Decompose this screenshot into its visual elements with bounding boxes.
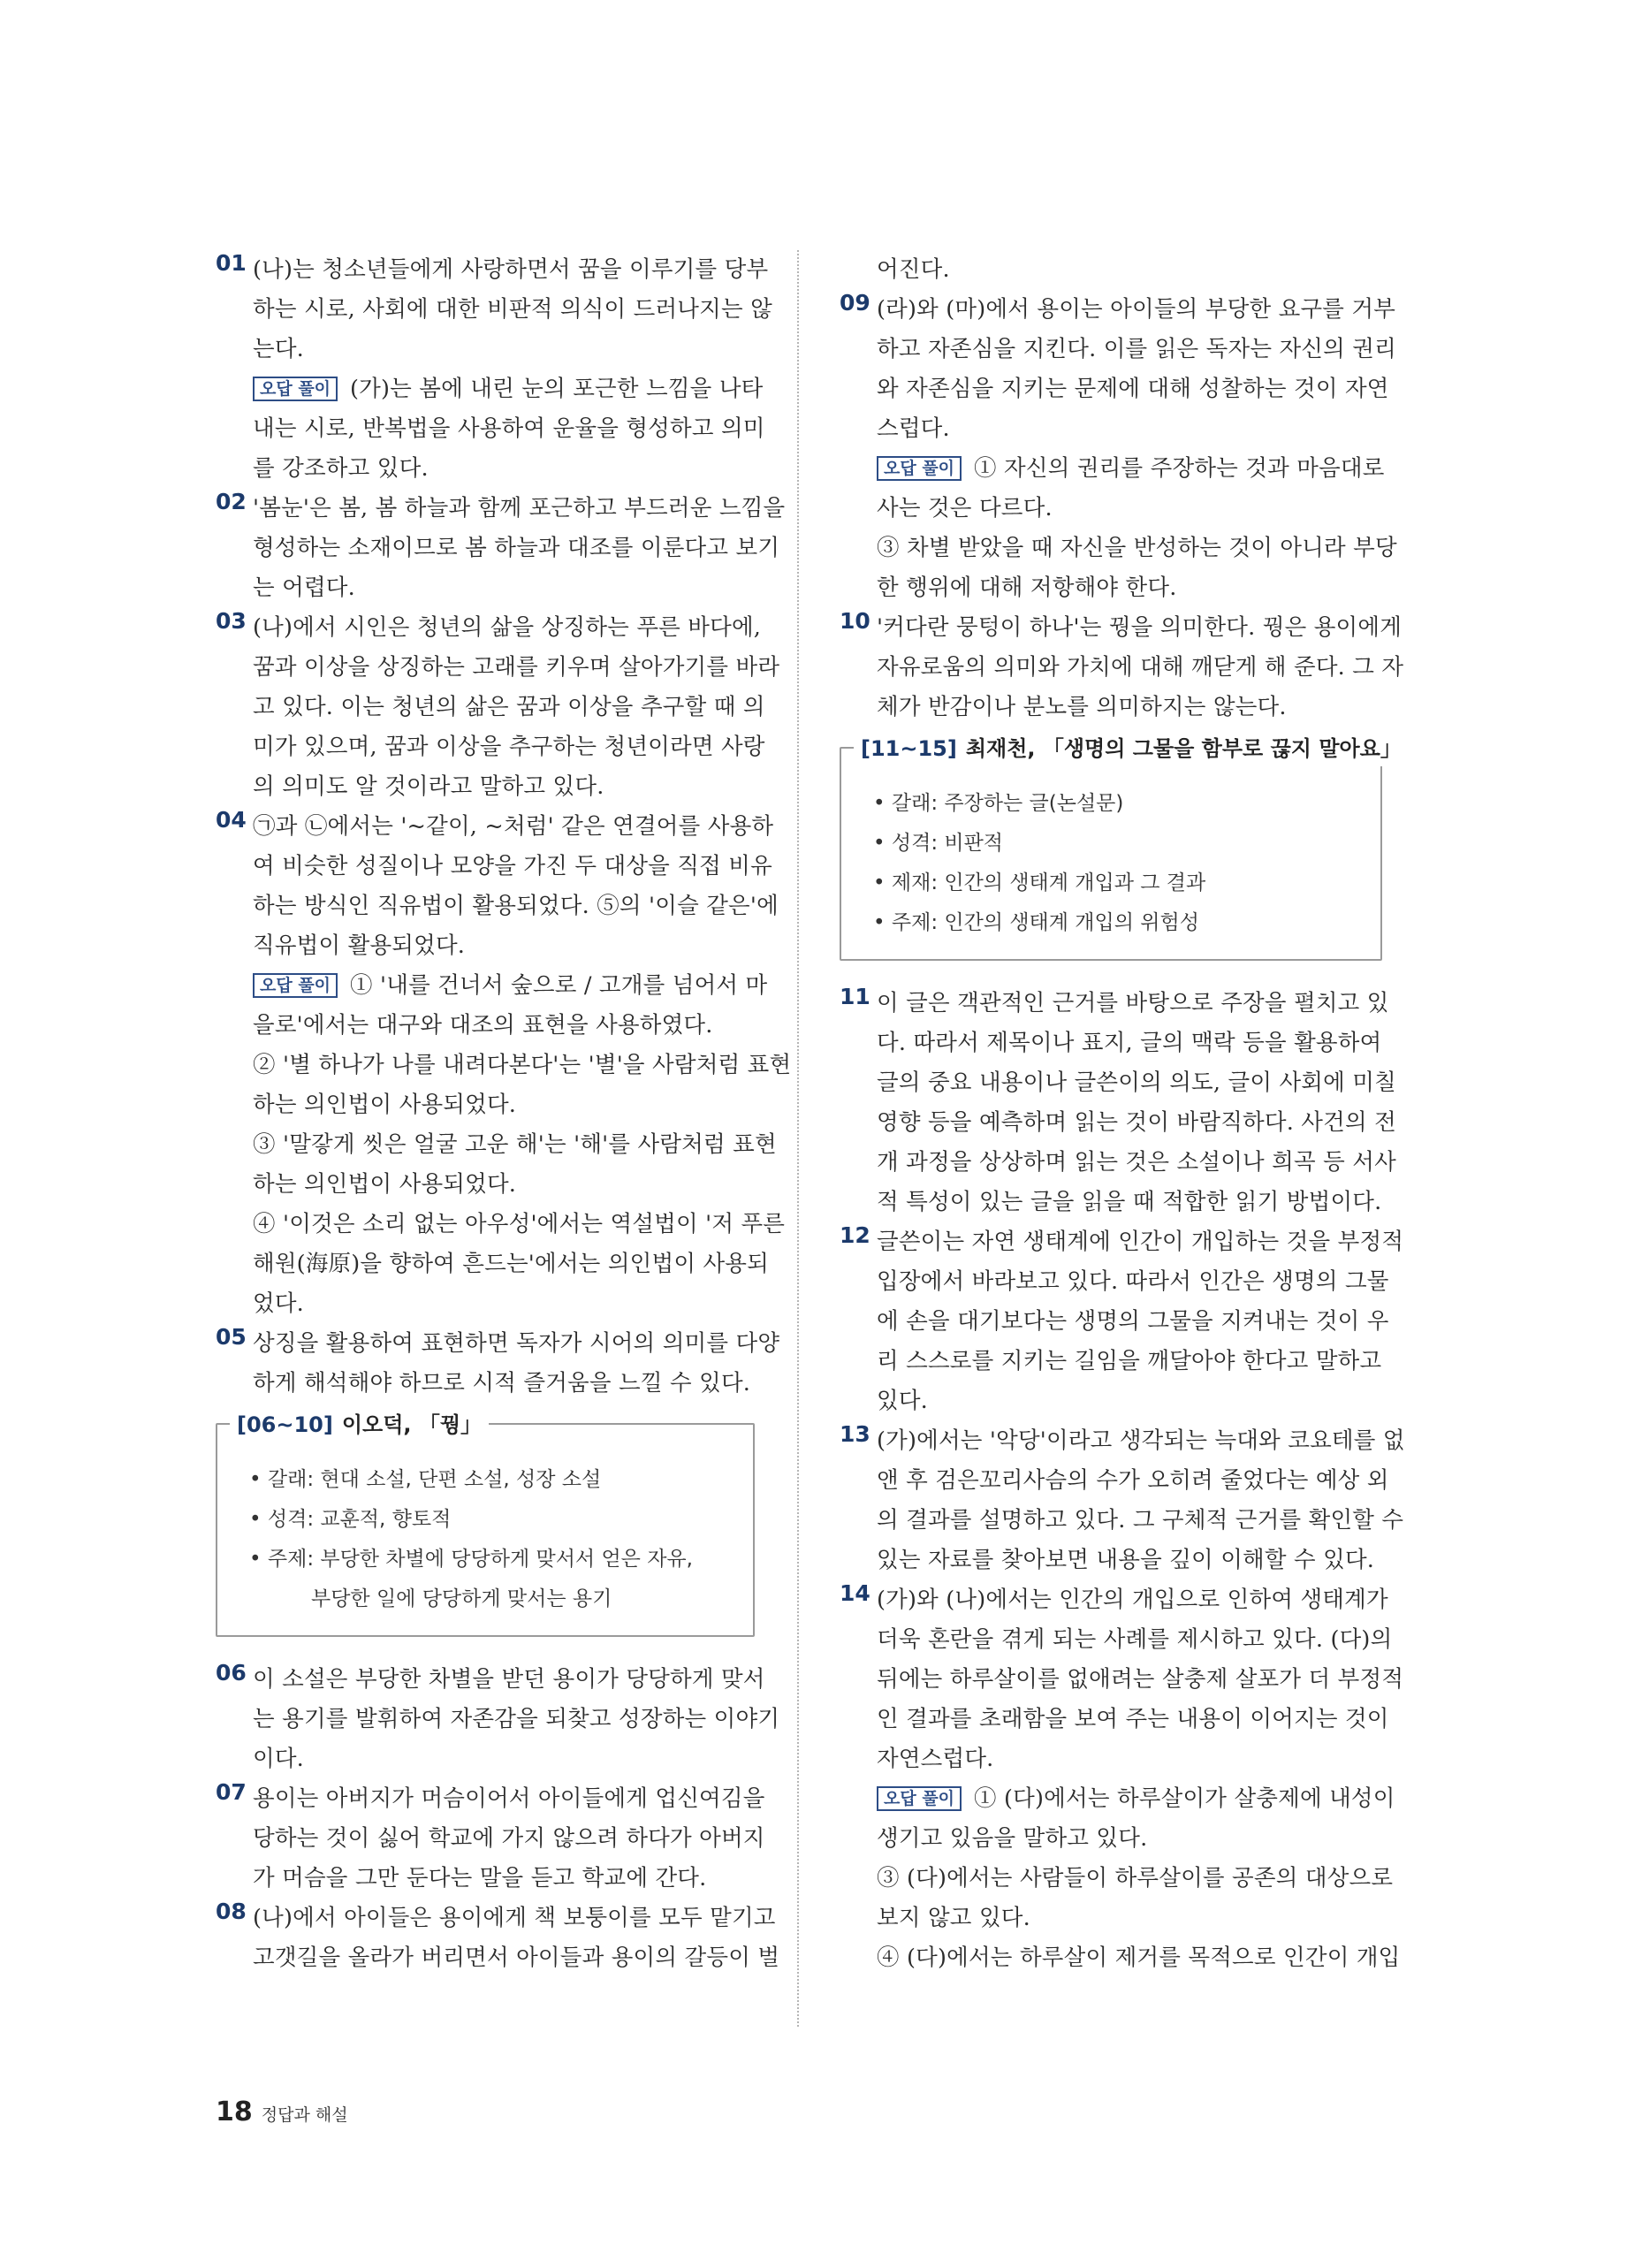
page-footer	[216, 2097, 348, 2132]
answer-text: '봄눈'은 봄, 봄 하늘과 함께 포근하고 부드러운 느낌을	[253, 495, 786, 521]
answer-10	[840, 608, 1404, 727]
odap-line	[253, 369, 764, 409]
odap-badge: 오답 풀이	[253, 973, 338, 998]
answer-text: 상징을 활용하여 표현하면 독자가 시어의 의미를 다양	[253, 1330, 780, 1357]
work-info-item: • 주제: 부당한 차별에 당당하게 맞서서 얻은 자유,	[249, 1548, 693, 1571]
answer-text: 앤 후 검은꼬리사슴의 수가 오히려 줄었다는 예상 외	[877, 1467, 1389, 1494]
odap-text: 하는 의인법이 사용되었다.	[253, 1171, 517, 1198]
answer-text: 글의 중요 내용이나 글쓴이의 의도, 글이 사회에 미칠	[877, 1069, 1396, 1096]
answer-text: 영향 등을 예측하며 읽는 것이 바람직하다. 사건의 전	[877, 1109, 1396, 1136]
question-range: [11~15]	[861, 736, 957, 761]
work-info-box	[840, 736, 1402, 961]
answer-text: 의 결과를 설명하고 있다. 그 구체적 근거를 확인할 수	[877, 1507, 1404, 1534]
answer-text: 스럽다.	[877, 415, 950, 442]
answer-08-continued: 어진다.	[877, 256, 950, 283]
odap-text: ① '내를 건너서 숲으로 / 고개를 넘어서 마	[350, 972, 768, 999]
odap-text: ③ '말갛게 씻은 얼굴 고운 해'는 '해'를 사람처럼 표현	[253, 1131, 777, 1158]
footer-label: 정답과 해설	[261, 2105, 348, 2125]
answer-text: 하고 자존심을 지킨다. 이를 읽은 독자는 자신의 권리	[877, 336, 1396, 362]
answer-07	[216, 1779, 765, 1899]
answer-text: 뒤에는 하루살이를 없애려는 살충제 살포가 더 부정적	[877, 1666, 1404, 1693]
odap-text: ④ '이것은 소리 없는 아우성'에서는 역설법이 '저 푸른	[253, 1211, 786, 1237]
work-info-item: • 갈래: 현대 소설, 단편 소설, 성장 소설	[249, 1468, 602, 1491]
odap-line	[253, 966, 768, 1006]
answer-text: (나)에서 아이들은 용이에게 책 보퉁이를 모두 맡기고	[253, 1905, 776, 1931]
answer-05	[216, 1324, 780, 1404]
answer-12	[840, 1222, 1404, 1421]
answer-text: 의 의미도 알 것이라고 말하고 있다.	[253, 773, 604, 800]
answer-text: (나)에서 시인은 청년의 삶을 상징하는 푸른 바다에,	[253, 614, 762, 641]
question-number: 04	[216, 807, 247, 833]
answer-text: 자연스럽다.	[877, 1746, 994, 1772]
answer-text: 하는 시로, 사회에 대한 비판적 의식이 드러나지는 않	[253, 296, 772, 323]
answer-text: 직유법이 활용되었다.	[253, 932, 466, 959]
work-info-item: • 성격: 교훈적, 향토적	[249, 1508, 452, 1531]
answer-text: 고갯길을 올라가 버리면서 아이들과 용이의 갈등이 벌	[253, 1945, 780, 1971]
work-info-item: • 갈래: 주장하는 글(논설문)	[873, 792, 1124, 815]
odap-text: ③ (다)에서는 사람들이 하루살이를 공존의 대상으로	[877, 1865, 1394, 1891]
answer-text: 형성하는 소재이므로 봄 하늘과 대조를 이룬다고 보기	[253, 535, 780, 561]
answer-text: 미가 있으며, 꿈과 이상을 추구하는 청년이라면 사랑	[253, 734, 765, 760]
answer-text: (가)와 (나)에서는 인간의 개입으로 인하여 생태계가	[877, 1587, 1388, 1613]
answer-text: 는 용기를 발휘하여 자존감을 되찾고 성장하는 이야기	[253, 1706, 780, 1732]
answer-text: 가 머슴을 그만 둔다는 말을 듣고 학교에 간다.	[253, 1865, 707, 1891]
answer-text: 꿈과 이상을 상징하는 고래를 키우며 살아가기를 바라	[253, 654, 780, 681]
odap-text: 을로'에서는 대구와 대조의 표현을 사용하였다.	[253, 1012, 713, 1039]
answer-14	[840, 1580, 1404, 1978]
answer-text: 글쓴이는 자연 생태계에 인간이 개입하는 것을 부정적	[877, 1229, 1404, 1255]
answer-11	[840, 984, 1396, 1222]
work-info-item: • 성격: 비판적	[873, 832, 1004, 855]
odap-text: 하는 의인법이 사용되었다.	[253, 1092, 517, 1118]
answer-text: 당하는 것이 싫어 학교에 가지 않으려 하다가 아버지	[253, 1825, 765, 1852]
answer-09	[840, 290, 1397, 608]
odap-text: 해원(海原)을 향하여 흔드는'에서는 의인법이 사용되	[253, 1251, 769, 1277]
answer-text: 다. 따라서 제목이나 표지, 글의 맥락 등을 활용하여	[877, 1030, 1382, 1056]
odap-text: (가)는 봄에 내린 눈의 포근한 느낌을 나타	[350, 376, 764, 402]
work-info-box	[216, 1412, 755, 1637]
answer-02	[216, 489, 786, 608]
odap-text: ① (다)에서는 하루살이가 살충제에 내성이	[974, 1785, 1395, 1812]
question-range: [06~10]	[237, 1412, 333, 1437]
odap-line	[877, 449, 1385, 489]
answer-text: 하게 해석해야 하므로 시적 즐거움을 느낄 수 있다.	[253, 1370, 751, 1397]
work-info-title	[854, 731, 1409, 766]
answer-04	[216, 807, 792, 1324]
answer-text: 고 있다. 이는 청년의 삶은 꿈과 이상을 추구할 때 의	[253, 694, 765, 720]
answer-text: 는 어렵다.	[253, 575, 355, 601]
odap-badge: 오답 풀이	[877, 1786, 962, 1811]
answer-text: 입장에서 바라보고 있다. 따라서 인간은 생명의 그물	[877, 1268, 1389, 1295]
odap-text: 었다.	[253, 1290, 304, 1317]
answer-text: 개 과정을 상상하며 읽는 것은 소설이나 희곡 등 서사	[877, 1149, 1396, 1176]
odap-text: 내는 시로, 반복법을 사용하여 운율을 형성하고 의미	[253, 415, 765, 442]
answer-text: 더욱 혼란을 겪게 되는 사례를 제시하고 있다. (다)의	[877, 1626, 1393, 1653]
left-column	[216, 250, 792, 1978]
work-title: 이오덕, 「꿩」	[341, 1412, 483, 1437]
odap-line	[877, 1779, 1395, 1819]
right-column	[840, 250, 1405, 1978]
answer-13	[840, 1421, 1405, 1580]
answer-text: 리 스스로를 지키는 길임을 깨달아야 한다고 말하고	[877, 1348, 1382, 1374]
answer-text: 있는 자료를 찾아보면 내용을 깊이 이해할 수 있다.	[877, 1547, 1375, 1573]
question-number: 14	[840, 1580, 870, 1606]
odap-text: ③ 차별 받았을 때 자신을 반성하는 것이 아니라 부당	[877, 535, 1397, 561]
answer-text: (나)는 청소년들에게 사랑하면서 꿈을 이루기를 당부	[253, 256, 769, 283]
odap-text: 사는 것은 다르다.	[877, 495, 1053, 521]
odap-badge: 오답 풀이	[877, 456, 962, 481]
question-number: 12	[840, 1222, 870, 1248]
question-number: 03	[216, 608, 247, 634]
question-number: 06	[216, 1660, 247, 1686]
work-info-item: • 제재: 인간의 생태계 개입과 그 결과	[873, 871, 1206, 894]
answer-text: 와 자존심을 지키는 문제에 대해 성찰하는 것이 자연	[877, 376, 1389, 402]
answer-03	[216, 608, 780, 807]
odap-text: 한 행위에 대해 저항해야 한다.	[877, 575, 1177, 601]
answer-text: 용이는 아버지가 머슴이어서 아이들에게 업신여김을	[253, 1785, 765, 1812]
answer-text: 이 글은 객관적인 근거를 바탕으로 주장을 펼치고 있	[877, 990, 1389, 1016]
answer-text: 는다.	[253, 336, 304, 362]
column-divider	[797, 250, 799, 2027]
odap-badge: 오답 풀이	[253, 377, 338, 401]
question-number: 13	[840, 1421, 870, 1447]
odap-text: 보지 않고 있다.	[877, 1905, 1030, 1931]
answer-text: 체가 반감이나 분노를 의미하지는 않는다.	[877, 694, 1287, 720]
question-number: 09	[840, 290, 870, 316]
answer-text: 있다.	[877, 1388, 928, 1414]
answer-text: (라)와 (마)에서 용이는 아이들의 부당한 요구를 거부	[877, 296, 1396, 323]
work-info-item: 부당한 일에 당당하게 맞서는 용기	[311, 1587, 612, 1610]
answer-text: 에 손을 대기보다는 생명의 그물을 지켜내는 것이 우	[877, 1308, 1389, 1335]
answer-text: 자유로움의 의미와 가치에 대해 깨닫게 해 준다. 그 자	[877, 654, 1404, 681]
answer-text: 이 소설은 부당한 차별을 받던 용이가 당당하게 맞서	[253, 1666, 765, 1693]
odap-text: 생기고 있음을 말하고 있다.	[877, 1825, 1148, 1852]
question-number: 10	[840, 608, 870, 634]
answer-08	[216, 1899, 780, 1978]
question-number: 02	[216, 489, 247, 514]
question-number: 07	[216, 1779, 247, 1805]
answer-text: '커다란 뭉텅이 하나'는 꿩을 의미한다. 꿩은 용이에게	[877, 614, 1403, 641]
answer-06	[216, 1660, 780, 1779]
odap-text: ② '별 하나가 나를 내려다본다'는 '별'을 사람처럼 표현	[253, 1052, 792, 1078]
answer-text: 하는 방식인 직유법이 활용되었다. ⑤의 '이슬 같은'에	[253, 893, 779, 919]
answer-text: ㉠과 ㉡에서는 '~같이, ~처럼' 같은 연결어를 사용하	[253, 813, 774, 840]
question-number: 01	[216, 250, 247, 276]
page-number: 18	[216, 2097, 253, 2127]
odap-text: ① 자신의 권리를 주장하는 것과 마음대로	[974, 455, 1385, 482]
answer-01	[216, 250, 772, 489]
answer-text: 인 결과를 초래함을 보여 주는 내용이 이어지는 것이	[877, 1706, 1389, 1732]
question-number: 08	[216, 1899, 247, 1924]
work-info-item: • 주제: 인간의 생태계 개입의 위험성	[873, 911, 1199, 934]
work-title: 최재천, 「생명의 그물을 함부로 끊지 말아요」	[965, 736, 1402, 761]
answer-text: 적 특성이 있는 글을 읽을 때 적합한 읽기 방법이다.	[877, 1189, 1382, 1215]
answer-text: (가)에서는 '악당'이라고 생각되는 늑대와 코요테를 없	[877, 1427, 1405, 1454]
question-number: 05	[216, 1324, 247, 1350]
answer-text: 여 비슷한 성질이나 모양을 가진 두 대상을 직접 비유	[253, 853, 772, 879]
question-number: 11	[840, 984, 870, 1009]
work-info-title	[230, 1407, 489, 1442]
answer-text: 이다.	[253, 1746, 304, 1772]
odap-text: 를 강조하고 있다.	[253, 455, 429, 482]
odap-text: ④ (다)에서는 하루살이 제거를 목적으로 인간이 개입	[877, 1945, 1401, 1971]
